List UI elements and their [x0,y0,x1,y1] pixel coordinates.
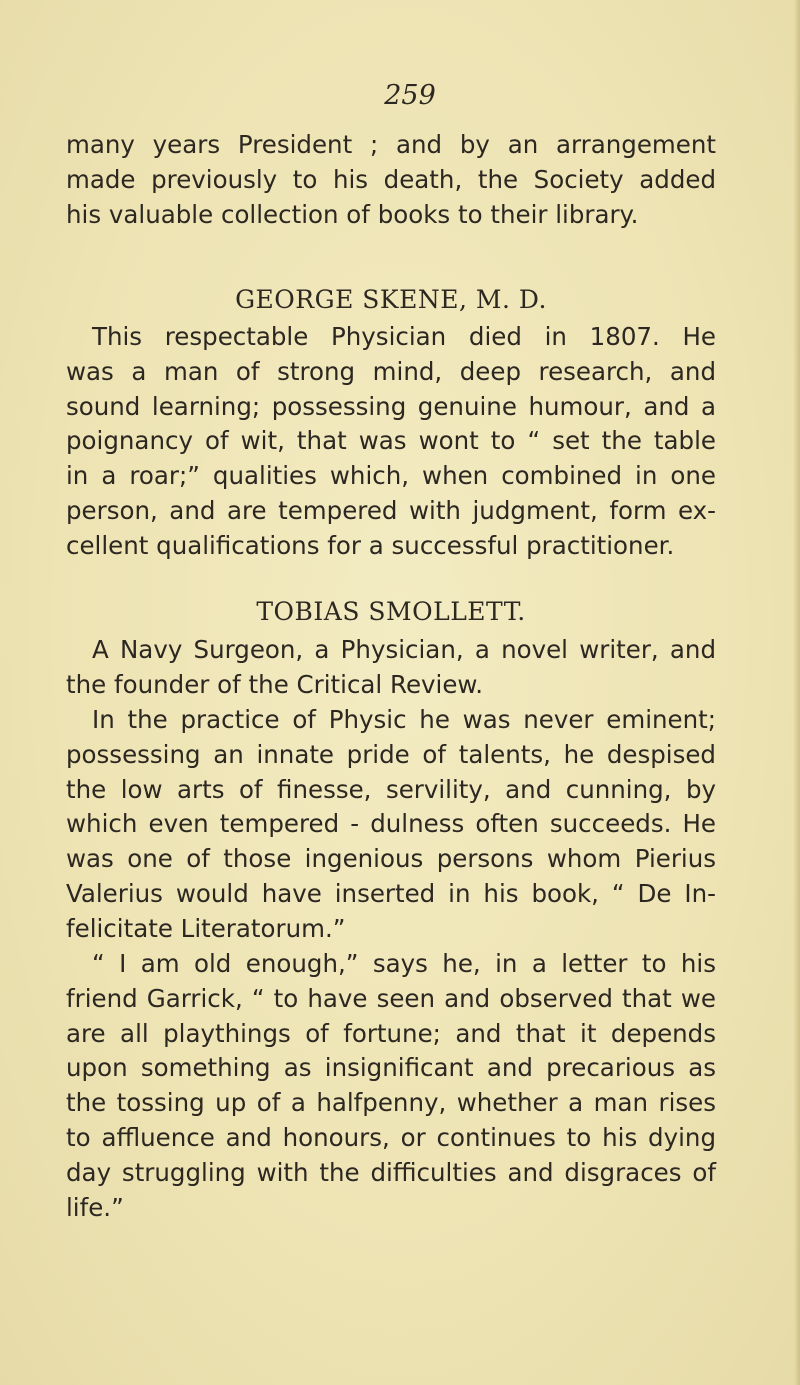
smollett-paragraph-3 [66,947,716,1225]
text-line: his valuable collection of books to their library. [66,199,639,229]
text-line: In the practice of Physic he was never eminent; [92,705,716,734]
intro-paragraph [66,128,716,232]
text-line: possessing an innate pride of talents, he despised [66,739,716,769]
text-line: cellent qualifications for a successful practitioner. [66,530,675,560]
text-line: This respectable Physician died in 1807. He [92,322,716,351]
text-line: felicitate Literatorum.” [66,913,346,943]
text-line: the tossing up of a halfpenny, whether a man rises [66,1088,716,1118]
text-line: made previously to his death, the Society added [66,164,716,194]
text-line: the low arts of finesse, servility, and cunning, by [66,774,716,804]
text-line: many years President ; and by an arrangement [66,130,716,159]
text-line: in a roar;” qualities which, when combined in one [66,461,716,491]
page-edge [794,0,800,1385]
text-line: the founder of the Critical Review. [66,669,483,699]
text-line: poignancy of wit, that was wont to “ set the table [66,426,716,456]
text-line: life.” [66,1192,124,1222]
smollett-paragraph-2 [66,703,716,947]
text-line: A Navy Surgeon, a Physician, a novel writer, and [92,635,716,664]
text-line: upon something as insignificant and precarious as [66,1053,716,1083]
section-heading-skene: GEORGE SKENE, M. D. [235,285,547,314]
skene-paragraph [66,320,716,564]
text-line: friend Garrick, “ to have seen and observed that we [66,983,716,1013]
text-line: person, and are tempered with judgment, form ex- [66,495,716,525]
page-number: 259 [384,80,436,111]
smollett-paragraph-1 [66,633,716,703]
text-line: sound learning; possessing genuine humour, and a [66,391,716,421]
text-line: to affluence and honours, or continues to his dying [66,1122,716,1152]
text-line: day struggling with the difficulties and disgraces of [66,1157,716,1187]
text-line: Valerius would have inserted in his book, “ De In- [66,878,716,908]
text-line: was one of those ingenious persons whom Pierius [66,844,716,874]
text-line: are all playthings of fortune; and that it depends [66,1018,716,1048]
text-line: which even tempered - dulness often succeeds. He [66,809,716,839]
text-line: “ I am old enough,” says he, in a letter to his [92,949,716,978]
text-line: was a man of strong mind, deep research, and [66,356,716,386]
section-heading-smollett: TOBIAS SMOLLETT. [256,597,526,626]
